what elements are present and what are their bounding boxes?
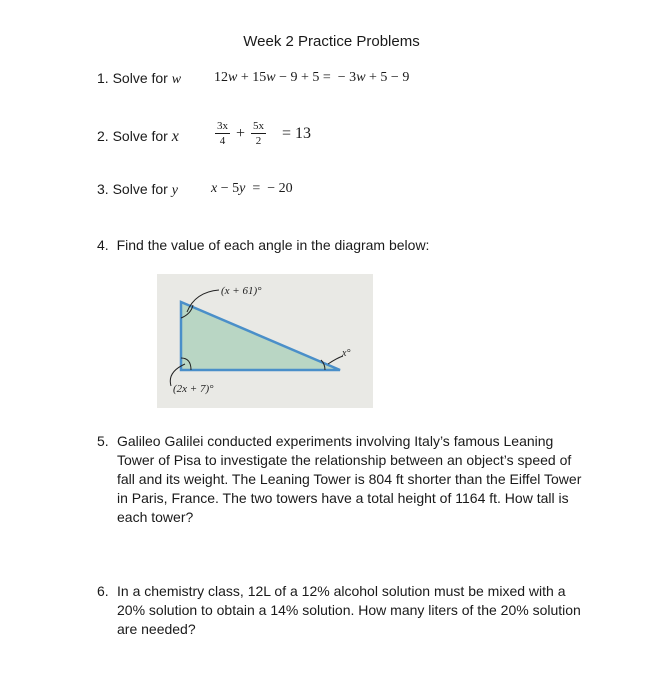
- eq3-rhs: = − 20: [252, 181, 293, 196]
- problem-5-line: each tower?: [117, 509, 194, 525]
- eq1-var-w2: w: [266, 70, 276, 85]
- problem-2-variable: x: [171, 128, 179, 145]
- fraction-5x-over-2: $\frac{5x}{2}$: [253, 120, 265, 147]
- eq3-var-y: y: [239, 181, 246, 196]
- problem-3-number: 3.: [97, 181, 109, 197]
- problem-5-number: 5.: [97, 433, 109, 449]
- eq1-var-w1: w: [228, 70, 238, 85]
- problem-3-label: [97, 181, 178, 199]
- problem-5-line: in Paris, France. The two towers have a total height of 1164 ft. How tall is: [117, 490, 569, 506]
- eq2-rhs: = 13: [282, 124, 312, 142]
- problem-5-text: [117, 432, 637, 527]
- problem-6-line: 20% solution to obtain a 14% solution. How many liters of the 20% solution: [117, 602, 581, 618]
- problem-6-text: [117, 582, 637, 639]
- eq1-var-w3: w: [356, 70, 366, 85]
- page-title: Week 2 Practice Problems: [243, 33, 420, 50]
- eq2-plus: +: [236, 124, 246, 142]
- problem-1-label: [97, 70, 181, 88]
- problem-4-number: 4.: [97, 237, 109, 253]
- fraction-3x-over-4: $\frac{3x}{4}$: [217, 120, 228, 147]
- eq1-constants: − 9 + 5 =: [279, 70, 331, 85]
- triangle-diagram: [157, 274, 373, 408]
- problem-1-equation: [214, 70, 409, 86]
- triangle-svg: [157, 274, 373, 408]
- triangle-shape: [181, 302, 340, 370]
- eq3-var-x: x: [211, 181, 218, 196]
- problem-3-instruction: Solve for: [112, 181, 168, 197]
- problem-6-number: 6.: [97, 583, 109, 599]
- problem-1-instruction: Solve for: [112, 70, 168, 86]
- eq1-rhs-constants: + 5 − 9: [369, 70, 410, 85]
- right-label-leader: [328, 356, 343, 364]
- problem-1-number: 1.: [97, 70, 109, 86]
- problem-2-number: 2.: [97, 128, 109, 144]
- problem-2-label: [97, 128, 179, 146]
- problem-6-line: are needed?: [117, 621, 196, 637]
- eq1-term-12: 12: [214, 70, 228, 85]
- problem-6-line: In a chemistry class, 12L of a 12% alcohol solution must be mixed with a: [117, 583, 566, 599]
- problem-2-instruction: Solve for: [112, 128, 168, 144]
- problem-5-line: fall and its weight. The Leaning Tower is 804 ft shorter than the Eiffel Tower: [117, 471, 582, 487]
- angle-label-right: x°: [342, 348, 351, 359]
- eq1-term-neg3: − 3: [337, 70, 357, 85]
- angle-label-top: (x + 61)°: [221, 285, 262, 297]
- problem-3-equation: [211, 181, 293, 197]
- problem-5-line: Tower of Pisa to investigate the relationship between an object’s speed of: [117, 452, 572, 468]
- problem-4-text: [97, 237, 429, 253]
- problem-3-variable: y: [171, 183, 178, 198]
- eq3-minus-5: − 5: [220, 181, 240, 196]
- problem-2-equation: [215, 120, 311, 147]
- eq1-term-15: + 15: [240, 70, 267, 85]
- angle-label-bottom: (2x + 7)°: [173, 383, 214, 395]
- problem-5-line: Galileo Galilei conducted experiments involving Italy’s famous Leaning: [117, 433, 554, 449]
- problem-4-instruction: Find the value of each angle in the diagram below:: [116, 237, 430, 253]
- problem-1-variable: w: [171, 72, 182, 87]
